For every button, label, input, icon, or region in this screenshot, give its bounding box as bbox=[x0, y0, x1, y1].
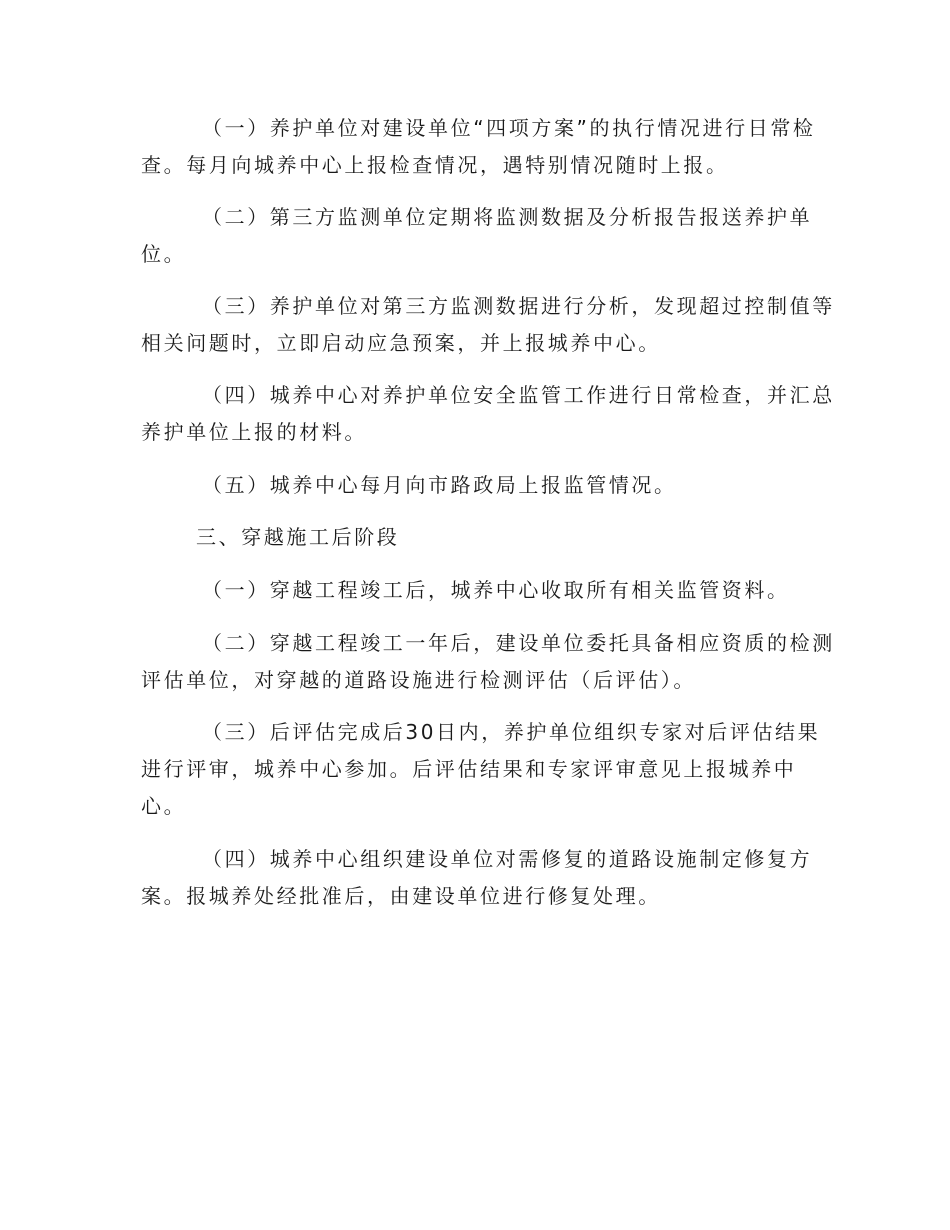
paragraph-line: 查。每月向城养中心上报检查情况，遇特别情况随时上报。 bbox=[141, 153, 729, 177]
paragraph-line: （二）穿越工程竣工一年后，建设单位委托具备相应资质的检测 bbox=[202, 631, 835, 655]
paragraph-line: 进行评审，城养中心参加。后评估结果和专家评审意见上报城养中 bbox=[141, 757, 797, 781]
paragraph-line: （五）城养中心每月向市路政局上报监管情况。 bbox=[202, 473, 677, 497]
paragraph-line: 位。 bbox=[141, 242, 187, 266]
paragraph-line: （四）城养中心对养护单位安全监管工作进行日常检查，并汇总 bbox=[202, 383, 835, 407]
paragraph-line: 评估单位，对穿越的道路设施进行检测评估（后评估）。 bbox=[141, 668, 696, 692]
paragraph-line: （三）养护单位对第三方监测数据进行分析，发现超过控制值等 bbox=[202, 294, 835, 318]
paragraph-line: （一）穿越工程竣工后，城养中心收取所有相关监管资料。 bbox=[202, 578, 790, 602]
paragraph-line: 案。报城养处经批准后，由建设单位进行修复处理。 bbox=[141, 884, 661, 908]
paragraph-line: 心。 bbox=[141, 794, 187, 818]
paragraph-line: （二）第三方监测单位定期将监测数据及分析报告报送养护单 bbox=[202, 205, 813, 229]
paragraph-line: （四）城养中心组织建设单位对需修复的道路设施制定修复方 bbox=[202, 847, 813, 871]
paragraph-line: 相关问题时，立即启动应急预案，并上报城养中心。 bbox=[141, 331, 661, 355]
section-heading: 三、穿越施工后阶段 bbox=[196, 525, 400, 549]
paragraph-line: （一）养护单位对建设单位“四项方案”的执行情况进行日常检 bbox=[202, 116, 816, 140]
paragraph-line: （三）后评估完成后30日内，养护单位组织专家对后评估结果 bbox=[202, 720, 821, 744]
paragraph-line: 养护单位上报的材料。 bbox=[141, 420, 367, 444]
